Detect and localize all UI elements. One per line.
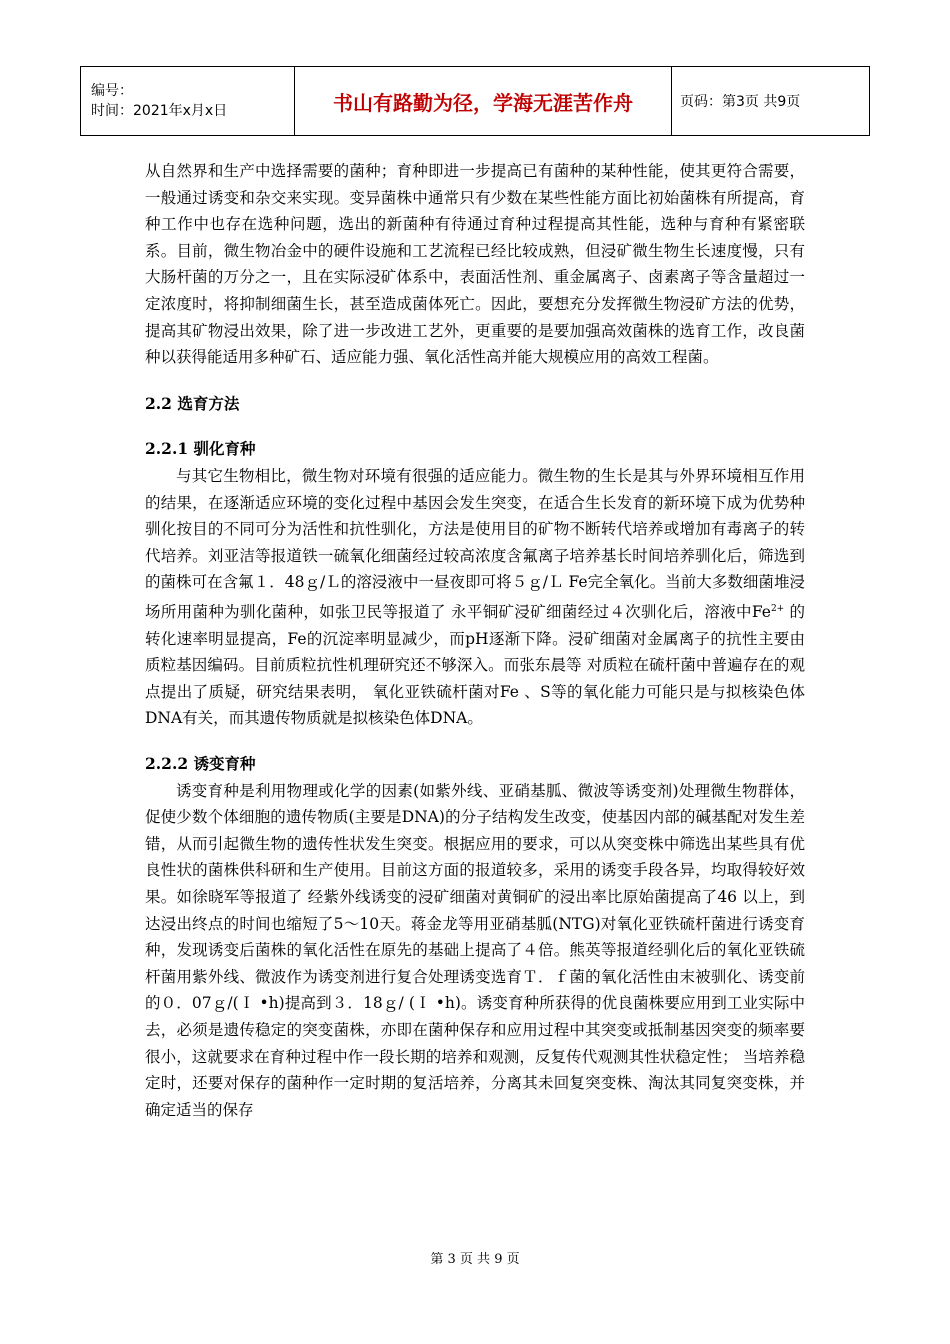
paragraph-mutation-breeding: 诱变育种是利用物理或化学的因素(如紫外线、亚硝基胍、微波等诱变剂)处理微生物群体，促使少数个体细胞的遗传物质(主要是DNA)的分子结构发生改变，使基因内部的碱基配对发生差错，从而引起微生物的遗传性状发生突变。根据应用的要求，可以从突变株中筛选出某些具有优良性状的菌株供科研和生产使用。目前这方面的报道较多，采用的诱变手段各异，均取得较好效果。如徐晓军等报道了 经紫外线诱变的浸矿细菌对黄铜矿的浸出率比原始菌提高了46 以上，到达浸出终点的时间也缩短了5～10天。蒋金龙等用亚硝基胍(NTG)对氧化亚铁硫杆菌进行诱变育种，发现诱变后菌株的氧化活性在原先的基础上提高了４倍。熊英等报道经驯化后的氧化亚铁硫杆菌用紫外线、微波作为诱变剂进行复合处理诱变选育Ｔ．ｆ菌的氧化活性由末被驯化、诱变前的０．07ｇ/(Ｉ •h)提高到３．18ｇ/ (Ｉ •h)。诱变育种所获得的优良菌株要应用到工业实际中去，必须是遗传稳定的突变菌株，亦即在菌种保存和应用过程中其突变或抵制基因突变的频率要很小，这就要求在育种过程中作一段长期的培养和观测，反复传代观测其性状稳定性； 当培养稳定时，还要对保存的菌种作一定时期的复活培养，分离其未回复突变株、淘汰其同复突变株，并确定适当的保存 <box>145 781 805 1119</box>
section-heading-2-2: 2.2 选育方法 <box>145 393 240 413</box>
header-meta-cell <box>81 67 295 136</box>
header-page-label: 页码：第3页 共9页 <box>672 67 870 136</box>
header-motto: 书山有路勤为径，学海无涯苦作舟 <box>295 67 672 136</box>
document-header <box>80 66 870 136</box>
page-footer: 第 3 页 共 9 页 <box>430 1252 520 1267</box>
ion-charge-superscript: 2+ <box>770 603 785 614</box>
paragraph-domestication-part2: 的转化速率明显提高，Fe的沉淀率明显减少，而pH逐渐下降。浸矿细菌对金属离子的抗性主要由质粒基因编码。目前质粒抗性机理研究还不够深入。而张东晨等 对质粒在硫杆菌中普遍存在的观点提出了质疑，研究结果表明， 氧化亚铁硫杆菌对Fe 、S等的氧化能力可能只是与拟核染色体DNA有关，而其遗传物质就是拟核染色体DNA。 <box>145 603 805 728</box>
paragraph-domestication-part1: 与其它生物相比，微生物对环境有很强的适应能力。微生物的生长是其与外界环境相互作用的结果，在逐渐适应环境的变化过程中基因会发生突变，在适合生长发育的新环境下成为优势种 驯化按目的不同可分为活性和抗性驯化，方法是使用目的矿物不断转代培养或增加有毒离子的转代培养。刘亚洁等报道铁一硫氧化细菌经过较高浓度含氟离子培养基长时间培养驯化后，筛选到的菌株可在含氟１．48ｇ/Ｌ的溶浸液中一昼夜即可将５ｇ/Ｌ Fe完全氧化。当前大多数细菌堆浸场所用菌种为驯化菌种，如张卫民等报道了 永平铜矿浸矿细菌经过４次驯化后，溶液中Fe <box>145 466 805 622</box>
time-label: 时间：2021年x月x日 <box>91 103 228 119</box>
paragraph-intro: 从自然界和生产中选择需要的菌种；育种即进一步提高已有菌种的某种性能，使其更符合需要，一般通过诱变和杂交来实现。变异菌株中通常只有少数在某些性能方面比初始菌株有所提高，育种工作中也存在选种问题，选出的新菌种有待通过育种过程提高其性能，选种与育种有紧密联系。目前，微生物冶金中的硬件设施和工艺流程已经比较成熟，但浸矿微生物生长速度慢，只有大肠杆菌的万分之一，且在实际浸矿体系中，表面活性剂、重金属离子、卤素离子等含量超过一定浓度时，将抑制细菌生长，甚至造成菌体死亡。因此，要想充分发挥微生物浸矿方法的优势，提高其矿物浸出效果，除了进一步改进工艺外，更重要的是要加强高效菌株的选育工作，改良菌种以获得能适用多种矿石、适应能力强、氧化活性高并能大规模应用的高效工程菌。 <box>145 162 805 367</box>
section-heading-2-2-1: 2.2.1 驯化育种 <box>145 439 256 459</box>
section-heading-2-2-2: 2.2.2 诱变育种 <box>145 754 256 774</box>
document-body <box>145 158 805 1123</box>
doc-number-label: 编号： <box>91 83 133 99</box>
paragraph-domestication <box>145 463 805 732</box>
